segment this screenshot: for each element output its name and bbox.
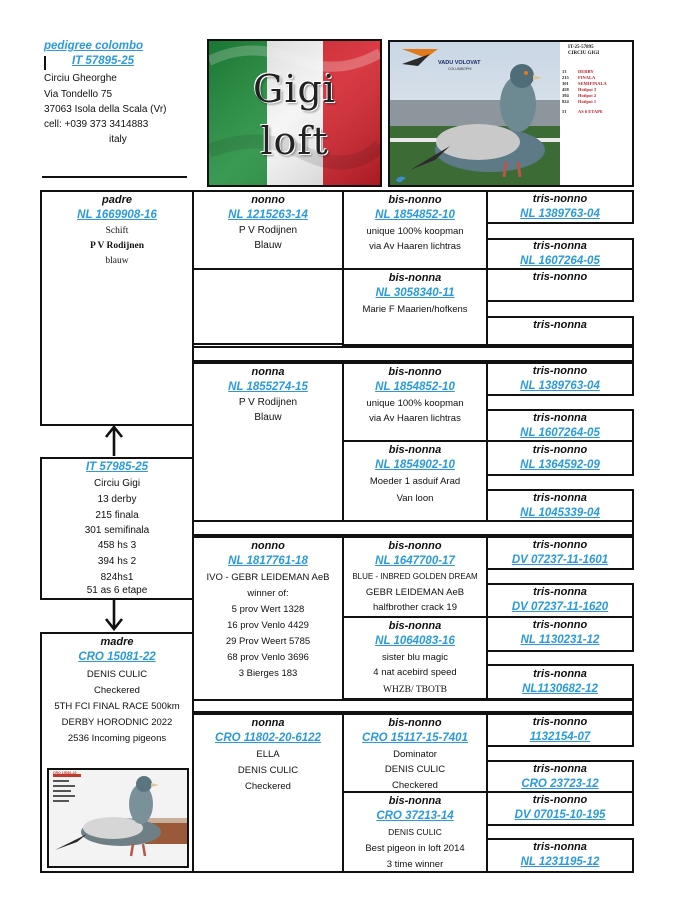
tris-13-label: tris-nonno — [532, 716, 588, 728]
p-nonna-ring[interactable]: NL 1855274-15 — [228, 381, 308, 393]
bis-2-label: bis-nonna — [388, 272, 442, 284]
tris-11-ring[interactable]: NL 1130231-12 — [520, 634, 600, 646]
tris-box-16 — [486, 838, 634, 873]
tris-box-11 — [486, 616, 634, 652]
bis-5-label: bis-nonno — [388, 540, 442, 552]
bis-4-line-1: Moeder 1 asduif Arad — [369, 476, 461, 487]
photo-result-number: 51 — [562, 109, 567, 114]
tris-box-6 — [486, 409, 634, 442]
padre-label: padre — [102, 194, 132, 206]
m-nonno-line-7: 3 Bierges 183 — [238, 668, 298, 679]
madre-ring[interactable]: CRO 15081-22 — [78, 651, 156, 663]
header-divider — [42, 176, 187, 178]
bis-3-ring[interactable]: NL 1854852-10 — [375, 381, 455, 393]
tris-12-label: tris-nonna — [533, 668, 587, 680]
subject-box — [40, 457, 194, 600]
photo-result-row — [562, 69, 594, 74]
separator-1 — [192, 346, 634, 362]
m-nonno-line-4: 16 prov Venlo 4429 — [227, 620, 309, 631]
tris-7-ring[interactable]: NL 1364592-09 — [520, 459, 600, 471]
m-nonno-line-6: 68 prov Venlo 3696 — [227, 652, 309, 663]
tris-6-ring[interactable]: NL 1607264-05 — [520, 427, 600, 439]
tris-9-label: tris-nonno — [532, 539, 588, 551]
p-nonno-empty — [192, 268, 344, 345]
tris-box-5 — [486, 362, 634, 396]
bis-box-8 — [342, 791, 488, 873]
padre-box — [40, 190, 194, 426]
bis-8-label: bis-nonna — [388, 795, 442, 807]
photo-brand-sub: COLUMBOPHI — [448, 67, 472, 71]
bis-7-line-2: DENIS CULIC — [384, 764, 446, 775]
tris-9-ring[interactable]: DV 07237-11-1601 — [511, 554, 609, 566]
photo-result-text: FINALA — [578, 75, 596, 80]
bis-2-ring[interactable]: NL 3058340-11 — [375, 287, 455, 299]
separator-3 — [192, 699, 634, 713]
logo-text-gigi: Gigi — [253, 67, 336, 111]
m-nonna-box — [192, 713, 344, 873]
madre-line-3: 5TH FCI FINAL RACE 500km — [54, 701, 180, 712]
arrow-up-icon — [104, 424, 124, 458]
photo-result-text: Hotlpot 3 — [578, 87, 597, 92]
tris-8-ring[interactable]: NL 1045339-04 — [520, 507, 600, 519]
bis-box-3 — [342, 362, 488, 442]
madre-line-5: 2536 Incoming pigeons — [67, 733, 167, 744]
bis-box-2 — [342, 268, 488, 346]
tris-15-ring[interactable]: DV 07015-10-195 — [514, 809, 606, 821]
bird-logo-icon — [396, 176, 406, 184]
photo-name: CIRCIU GIGI — [568, 51, 600, 56]
subject-line-2: 13 derby — [97, 494, 137, 505]
tris-6-label: tris-nonna — [533, 412, 587, 424]
bis-box-5 — [342, 536, 488, 618]
tris-box-2 — [486, 238, 634, 270]
m-nonno-line-3: 5 prov Wert 1328 — [231, 604, 305, 615]
subject-line-5: 458 hs 3 — [97, 540, 137, 551]
breeder-street: Via Tondello 75 — [44, 89, 113, 100]
bis-5-line-3: halfbrother crack 19 — [373, 602, 457, 613]
bis-box-6 — [342, 616, 488, 700]
tris-7-label: tris-nonno — [532, 444, 588, 456]
tris-box-15 — [486, 791, 634, 826]
photo-brand: VADU VOLOVAT — [438, 60, 481, 66]
subject-line-7: 824hs1 — [100, 572, 134, 583]
p-nonna-line-2: Blauw — [254, 412, 282, 423]
tris-box-10 — [486, 583, 634, 618]
tris-14-label: tris-nonna — [533, 763, 587, 775]
breeder-cell: cell: +039 373 3414883 — [44, 119, 149, 130]
tris-box-14 — [486, 760, 634, 793]
photo-result-number: 394 — [562, 93, 569, 98]
header-ring[interactable]: IT 57895-25 — [72, 55, 135, 67]
photo-result-text: Hotlpot 2 — [578, 93, 597, 98]
pigeon-photo-card — [388, 40, 634, 187]
subject-line-6: 394 hs 2 — [97, 556, 137, 567]
tris-5-label: tris-nonno — [532, 365, 588, 377]
tris-10-label: tris-nonna — [533, 586, 587, 598]
bis-6-line-3: WHZB/ TBOTB — [383, 685, 447, 695]
m-nonna-line-1: ELLA — [256, 749, 280, 760]
separator-2 — [192, 520, 634, 536]
p-nonno-box — [192, 190, 344, 270]
m-nonno-line-5: 29 Prov Weert 5785 — [225, 636, 311, 647]
tris-1-ring[interactable]: NL 1389763-04 — [520, 208, 600, 220]
tris-13-ring[interactable]: 1132154-07 — [529, 731, 591, 743]
tris-box-7 — [486, 440, 634, 476]
tris-box-13 — [486, 713, 634, 747]
subject-line-1: Circiu Gigi — [93, 478, 141, 489]
tris-10-ring[interactable]: DV 07237-11-1620 — [511, 601, 609, 613]
tris-15-label: tris-nonno — [532, 794, 588, 806]
photo-result-text: AS 6 ETAPE — [578, 109, 603, 114]
tris-12-ring[interactable]: NL1130682-12 — [522, 683, 598, 695]
bis-6-line-1: sister blu magic — [382, 652, 448, 663]
tris-4-label: tris-nonna — [533, 319, 587, 331]
padre-line-2: P V Rodijnen — [89, 241, 145, 251]
bis-4-label: bis-nonna — [388, 444, 442, 456]
p-nonno-line-1: P V Rodijnen — [238, 225, 298, 236]
tris-14-ring[interactable]: CRO 23723-12 — [521, 778, 599, 790]
tris-2-label: tris-nonna — [533, 240, 587, 252]
tris-11-label: tris-nonno — [532, 619, 588, 631]
m-nonna-label: nonna — [251, 717, 285, 729]
bis-3-line-1: unique 100% koopman — [366, 398, 464, 409]
loft-logo — [207, 39, 382, 187]
p-nonno-line-2: Blauw — [254, 240, 282, 251]
bis-1-line-1: unique 100% koopman — [366, 226, 464, 237]
bis-1-label: bis-nonno — [388, 194, 442, 206]
p-nonno-ring[interactable]: NL 1215263-14 — [228, 209, 308, 221]
photo-result-number: 13 — [562, 69, 567, 74]
tris-3-label: tris-nonno — [532, 271, 588, 283]
m-nonna-ring[interactable]: CRO 11802-20-6122 — [215, 732, 321, 744]
italian-flag-icon — [209, 41, 380, 185]
bis-7-line-1: Dominator — [393, 749, 437, 760]
bis-4-line-2: Van loon — [396, 493, 434, 504]
m-nonna-line-3: Checkered — [245, 781, 291, 792]
breeder-info — [44, 40, 204, 180]
padre-line-1: Schift — [105, 226, 129, 236]
photo-result-number: 458 — [562, 87, 569, 92]
padre-line-3: blauw — [105, 256, 129, 266]
subject-line-3: 215 finala — [95, 510, 139, 521]
madre-line-2: Checkered — [94, 685, 140, 696]
bis-box-1 — [342, 190, 488, 270]
madre-line-4: DERBY HORODNIC 2022 — [61, 717, 173, 728]
bis-3-label: bis-nonno — [388, 366, 442, 378]
bis-8-line-3: 3 time winner — [386, 859, 444, 870]
breeder-name: Circiu Gheorghe — [44, 73, 117, 84]
m-nonna-line-2: DENIS CULIC — [237, 765, 299, 776]
bis-6-ring[interactable]: NL 1064083-16 — [375, 635, 455, 647]
bis-8-ring[interactable]: CRO 37213-14 — [376, 810, 454, 822]
bis-1-ring[interactable]: NL 1854852-10 — [375, 209, 455, 221]
bis-7-ring[interactable]: CRO 15117-15-7401 — [362, 732, 468, 744]
tris-5-ring[interactable]: NL 1389763-04 — [520, 380, 600, 392]
padre-ring[interactable]: NL 1669908-16 — [77, 209, 157, 221]
bis-3-line-2: via Av Haaren lichtras — [369, 413, 461, 424]
bis-8-line-2: Best pigeon in loft 2014 — [365, 843, 465, 854]
photo-result-row — [562, 81, 607, 86]
bis-1-line-2: via Av Haaren lichtras — [369, 241, 461, 252]
site-link[interactable]: pedigree colombo — [44, 40, 144, 52]
tris-16-ring[interactable]: NL 1231195-12 — [520, 856, 600, 868]
p-nonno-label: nonno — [251, 194, 285, 206]
subject-line-4: 301 semifinala — [84, 525, 150, 536]
photo-result-row — [562, 109, 603, 114]
tris-8-label: tris-nonna — [533, 492, 587, 504]
subject-ring[interactable]: IT 57985-25 — [85, 461, 148, 473]
tris-1-label: tris-nonno — [532, 193, 588, 205]
photo-result-row — [562, 99, 596, 104]
subject-line-8: 51 as 6 etape — [86, 585, 148, 596]
bis-7-label: bis-nonno — [388, 717, 442, 729]
tris-16-label: tris-nonna — [533, 841, 587, 853]
m-nonno-line-2: winner of: — [247, 588, 289, 599]
bis-8-line-1: DENIS CULIC — [388, 827, 442, 837]
tris-box-9 — [486, 536, 634, 570]
photo-result-text: DERBY — [578, 69, 594, 74]
bis-4-ring[interactable]: NL 1854902-10 — [375, 459, 455, 471]
bis-5-line-2: GEBR LEIDEMAN AeB — [365, 587, 465, 598]
tris-box-1 — [486, 190, 634, 224]
bis-5-ring[interactable]: NL 1647700-17 — [375, 555, 455, 567]
p-nonna-label: nonna — [251, 366, 285, 378]
tris-2-ring[interactable]: NL 1607264-05 — [520, 255, 600, 267]
m-nonno-ring[interactable]: NL 1817761-18 — [228, 555, 308, 567]
p-nonna-box — [192, 362, 344, 522]
photo-result-row — [562, 75, 595, 80]
madre-line-1: DENIS CULIC — [86, 669, 148, 680]
tris-box-3 — [486, 268, 634, 302]
m-nonno-box — [192, 536, 344, 710]
breeder-city: 37063 Isola della Scala (Vr) — [44, 104, 167, 115]
m-nonno-label: nonno — [251, 540, 285, 552]
bis-2-line-1: Marie F Maarien/hofkens — [362, 304, 468, 315]
bis-6-label: bis-nonna — [388, 620, 442, 632]
madre-photo — [47, 768, 189, 868]
breeder-country: italy — [109, 134, 127, 145]
photo-result-number: 301 — [562, 81, 569, 86]
madre-box — [40, 632, 194, 873]
photo-ring: IT-25-57895 — [568, 45, 594, 50]
m-nonno-line-1: IVO - GEBR LEIDEMAN AeB — [206, 572, 330, 583]
p-nonna-line-1: P V Rodijnen — [238, 397, 298, 408]
photo-result-number: 824 — [562, 99, 569, 104]
madre-label: madre — [100, 636, 134, 648]
bis-5-line-1: BLUE - INBRED GOLDEN DREAM — [352, 572, 478, 581]
tris-box-12 — [486, 664, 634, 700]
photo-result-text: SEMIFINALA — [578, 81, 607, 86]
madre-photo-ring: CRO 15081-22 — [53, 771, 77, 775]
bis-box-7 — [342, 713, 488, 793]
photo-result-row — [562, 87, 596, 92]
photo-result-text: Hotlpot 1 — [578, 99, 597, 104]
arrow-down-icon — [104, 598, 124, 632]
photo-result-number: 215 — [562, 75, 569, 80]
bis-box-4 — [342, 440, 488, 522]
photo-result-row — [562, 93, 596, 98]
tris-box-4 — [486, 316, 634, 346]
bis-6-line-2: 4 nat acebird speed — [373, 667, 457, 678]
bis-7-line-3: Checkered — [392, 780, 438, 791]
logo-text-loft: loft — [260, 119, 329, 163]
tris-box-8 — [486, 489, 634, 522]
